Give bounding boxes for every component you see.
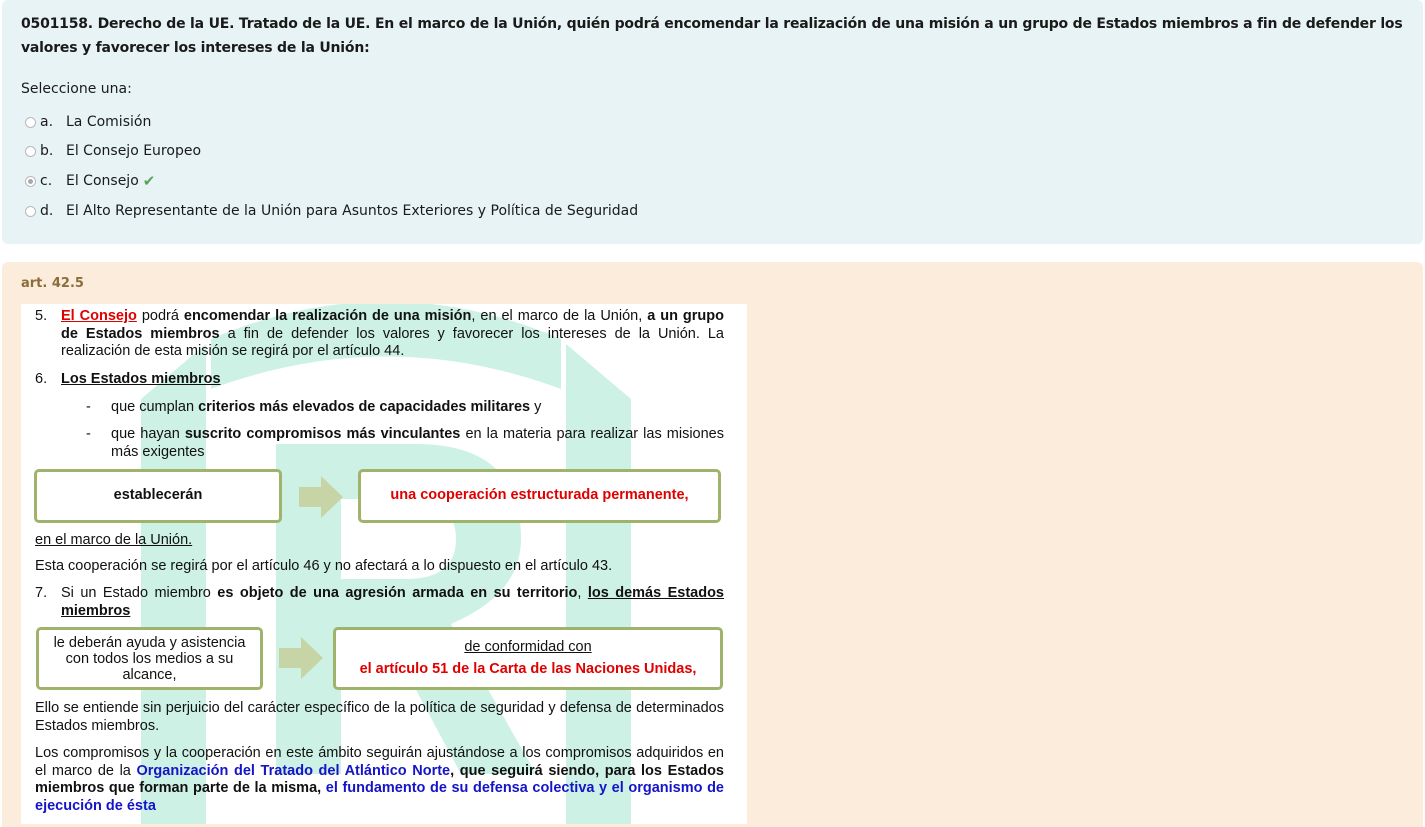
option-letter: a. — [40, 114, 54, 130]
option-letter: b. — [40, 143, 54, 159]
paragraph-6-title — [61, 371, 221, 389]
correct-check-icon: ✔ — [142, 172, 156, 190]
option-b[interactable] — [25, 141, 201, 161]
text-en-el-marco: en el marco de la Unión. — [35, 532, 193, 548]
text-sin-perjuicio: Ello se entiende sin perjuicio del carácter específico de la política de seguridad y defensa de determinados Estados miembros. — [35, 700, 724, 734]
option-label: La Comisión — [66, 114, 152, 130]
text-compromisos-otan — [35, 745, 724, 815]
text: Si un Estado miembro — [61, 585, 218, 601]
highlight-el-consejo: El Consejo — [61, 308, 137, 324]
text: que cumplan — [111, 399, 199, 415]
bullet-dash: - — [86, 426, 91, 442]
blue-text: el fundamento de su defensa colectiva y el organismo de ejecución de ésta — [35, 780, 724, 814]
radio-option-d[interactable] — [25, 206, 36, 217]
text: Los compromisos y la cooperación en este ámbito seguirán ajustándose a los compromisos adquiridos en el marco de la — [35, 745, 724, 779]
radio-option-c[interactable] — [25, 176, 36, 187]
bold-text: a un grupo de Estados miembros — [61, 308, 724, 342]
feedback-panel — [2, 262, 1423, 827]
bold-text: criterios más elevados de capacidades militares — [198, 399, 531, 415]
bold-text: los demás Estados miembros — [61, 585, 724, 619]
option-a[interactable] — [25, 112, 151, 132]
radio-option-a[interactable] — [25, 117, 36, 128]
text: , en el marco de la Unión, — [471, 308, 648, 324]
article-image — [21, 304, 747, 824]
box-ayuda-asistencia: le deberán ayuda y asistencia con todos los medios a su alcance, — [36, 627, 263, 690]
option-c[interactable] — [25, 171, 155, 191]
feedback-title: art. 42.5 — [21, 276, 84, 291]
arrow-right-icon — [299, 476, 343, 518]
select-prompt: Seleccione una: — [21, 81, 132, 97]
bold-text: Los Estados miembros — [61, 371, 221, 387]
text: que hayan — [111, 426, 185, 442]
question-text: 0501158. Derecho de la UE. Tratado de la UE. En el marco de la Unión, quién podrá encomendar la realización de una misión a un grupo de Estados miembros a fin de defender los valores y favorecer los intereses de la Unión: — [21, 16, 1403, 56]
option-label: El Consejo Europeo — [66, 143, 202, 159]
box-cooperacion-estructurada: una cooperación estructurada permanente, — [358, 469, 721, 523]
option-letter: d. — [40, 203, 54, 219]
bold-text: encomendar la realización de una misión — [183, 308, 472, 324]
arrow-right-icon — [279, 637, 323, 679]
bullet-1 — [111, 399, 724, 417]
paragraph-7 — [61, 585, 724, 620]
paragraph-5 — [61, 308, 724, 361]
bold-text: suscrito compromisos más vinculantes — [184, 426, 461, 442]
question-panel — [2, 0, 1423, 244]
text-cooperacion: Esta cooperación se regirá por el artículo 46 y no afectará a lo dispuesto en el artículo 43. — [35, 558, 613, 574]
blue-text: Organización del Tratado del Atlántico Norte — [136, 762, 451, 779]
option-label: El Alto Representante de la Unión para Asuntos Exteriores y Política de Seguridad — [66, 203, 639, 219]
text: a fin de defender los valores y favorecer los intereses de la Unión. La realización de esta misión se regirá por el artículo 44. — [61, 325, 724, 359]
text-articulo-51: el artículo 51 de la Carta de las Naciones Unidas, — [359, 661, 697, 677]
box-estableceran: establecerán — [34, 469, 282, 523]
bullet-2 — [111, 426, 724, 461]
text: y — [530, 399, 542, 415]
para-number: 5. — [35, 308, 48, 324]
option-label: El Consejo — [66, 173, 139, 189]
option-letter: c. — [40, 173, 53, 189]
text: en la materia para realizar las misiones más exigentes — [111, 426, 724, 460]
box-conformidad — [333, 627, 723, 690]
bold-text: , que seguirá siendo, para los Estados miembros que forman parte de la misma, — [35, 762, 724, 796]
radio-option-b[interactable] — [25, 146, 36, 157]
para-number: 6. — [35, 371, 48, 387]
para-number: 7. — [35, 585, 48, 601]
bold-text: es objeto de una agresión armada en su territorio — [217, 585, 578, 601]
bullet-dash: - — [86, 399, 91, 415]
text: podrá — [136, 308, 184, 324]
text: de conformidad con — [464, 638, 592, 655]
option-d[interactable] — [25, 201, 638, 221]
text: , — [577, 585, 588, 601]
